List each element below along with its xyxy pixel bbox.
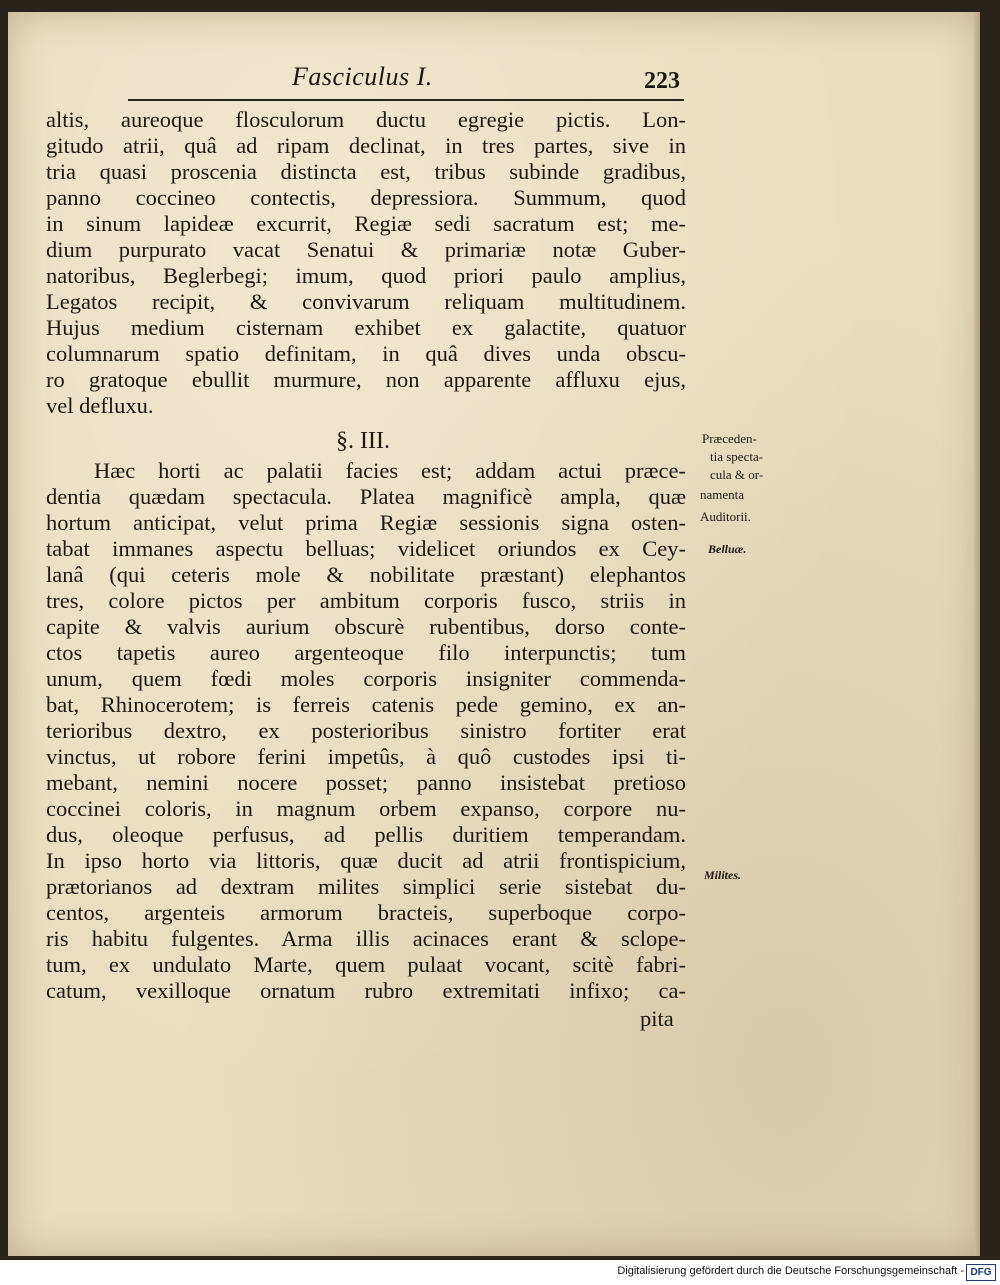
text-line: mebant, nemini nocere posset; panno insistebat pretioso bbox=[46, 770, 686, 795]
text-line: coccinei coloris, in magnum orbem expanso, corpore nu- bbox=[46, 796, 686, 821]
header-rule bbox=[128, 99, 684, 101]
margin-note-line: Auditorii. bbox=[700, 509, 751, 524]
text-line: tabat immanes aspectu belluas; videlicet oriundos ex Cey- bbox=[46, 536, 686, 561]
text-line: centos, argenteis armorum bracteis, superboque corpo- bbox=[46, 900, 686, 925]
running-head: Fasciculus I. bbox=[292, 62, 433, 91]
section-heading: §. III. bbox=[336, 428, 390, 454]
text-line: ro gratoque ebullit murmure, non apparente affluxu ejus, bbox=[46, 367, 686, 392]
text-line: vinctus, ut robore ferini impetûs, à quô custodes ipsi ti- bbox=[46, 744, 686, 769]
text-line: terioribus dextro, ex posterioribus sinistro fortiter erat bbox=[46, 718, 686, 743]
catchword: pita bbox=[640, 1006, 674, 1031]
text-line: tres, colore pictos per ambitum corporis fusco, striis in bbox=[46, 588, 686, 613]
text-line: in sinum lapideæ excurrit, Regiæ sedi sacratum est; me- bbox=[46, 211, 686, 236]
text-line: ris habitu fulgentes. Arma illis acinaces erant & sclope- bbox=[46, 926, 686, 951]
text-line: columnarum spatio definitam, in quâ dives unda obscu- bbox=[46, 341, 686, 366]
text-line: panno coccineo contectis, depressiora. Summum, quod bbox=[46, 185, 686, 210]
page-number: 223 bbox=[644, 68, 680, 94]
text-line: gitudo atrii, quâ ad ripam declinat, in tres partes, sive in bbox=[46, 133, 686, 158]
footer-credit: Digitalisierung gefördert durch die Deutsche Forschungsgemeinschaft - bbox=[617, 1265, 964, 1277]
text-line: bat, Rhinocerotem; is ferreis catenis pede gemino, ex an- bbox=[46, 692, 686, 717]
margin-note-line: Præceden- bbox=[702, 431, 757, 446]
text-line: Hujus medium cisternam exhibet ex galactite, quatuor bbox=[46, 315, 686, 340]
text-line: tum, ex undulato Marte, quem pulaat vocant, scitè fabri- bbox=[46, 952, 686, 977]
text-line: natoribus, Beglerbegi; imum, quod priori paulo amplius, bbox=[46, 263, 686, 288]
text-line: hortum anticipat, velut prima Regiæ sessionis signa osten- bbox=[46, 510, 686, 535]
text-line: altis, aureoque flosculorum ductu egregie pictis. Lon- bbox=[46, 107, 686, 132]
text-line: lanâ (qui ceteris mole & nobilitate præstant) elephantos bbox=[46, 562, 686, 587]
text-line: dium purpurato vacat Senatui & primariæ notæ Guber- bbox=[46, 237, 686, 262]
dfg-logo: DFG bbox=[966, 1264, 996, 1281]
text-line: In ipso horto via littoris, quæ ducit ad atrii frontispicium, bbox=[46, 848, 686, 873]
margin-note-line: namenta bbox=[700, 487, 745, 502]
margin-note-line: tia specta- bbox=[710, 449, 764, 464]
page-edge bbox=[974, 12, 980, 1256]
text-line: capite & valvis aurium obscurè rubentibus, dorso conte- bbox=[46, 614, 686, 639]
text-line: tria quasi proscenia distincta est, tribus subinde gradibus, bbox=[46, 159, 686, 184]
text-line: ctos tapetis aureo argenteoque filo interpunctis; tum bbox=[46, 640, 686, 665]
text-line: Legatos recipit, & convivarum reliquam multitudinem. bbox=[46, 289, 686, 314]
text-line: dus, oleoque perfusus, ad pellis duritiem temperandam. bbox=[46, 822, 686, 847]
margin-note-line: cula & or- bbox=[710, 467, 764, 482]
text-line: Hæc horti ac palatii facies est; addam actui præce- bbox=[94, 458, 686, 483]
margin-note-milites: Milites. bbox=[704, 868, 742, 882]
digitization-footer bbox=[0, 1260, 1000, 1285]
text-line: unum, quem fœdi moles corporis insigniter commenda- bbox=[46, 666, 686, 691]
margin-note-belluae: Belluæ. bbox=[708, 542, 747, 556]
text-line: prætorianos ad dextram milites simplici serie sistebat du- bbox=[46, 874, 686, 899]
text-line: catum, vexilloque ornatum rubro extremitati infixo; ca- bbox=[46, 978, 686, 1003]
text-line: vel defluxu. bbox=[46, 393, 154, 418]
text-line: dentia quædam spectacula. Platea magnificè ampla, quæ bbox=[46, 484, 686, 509]
